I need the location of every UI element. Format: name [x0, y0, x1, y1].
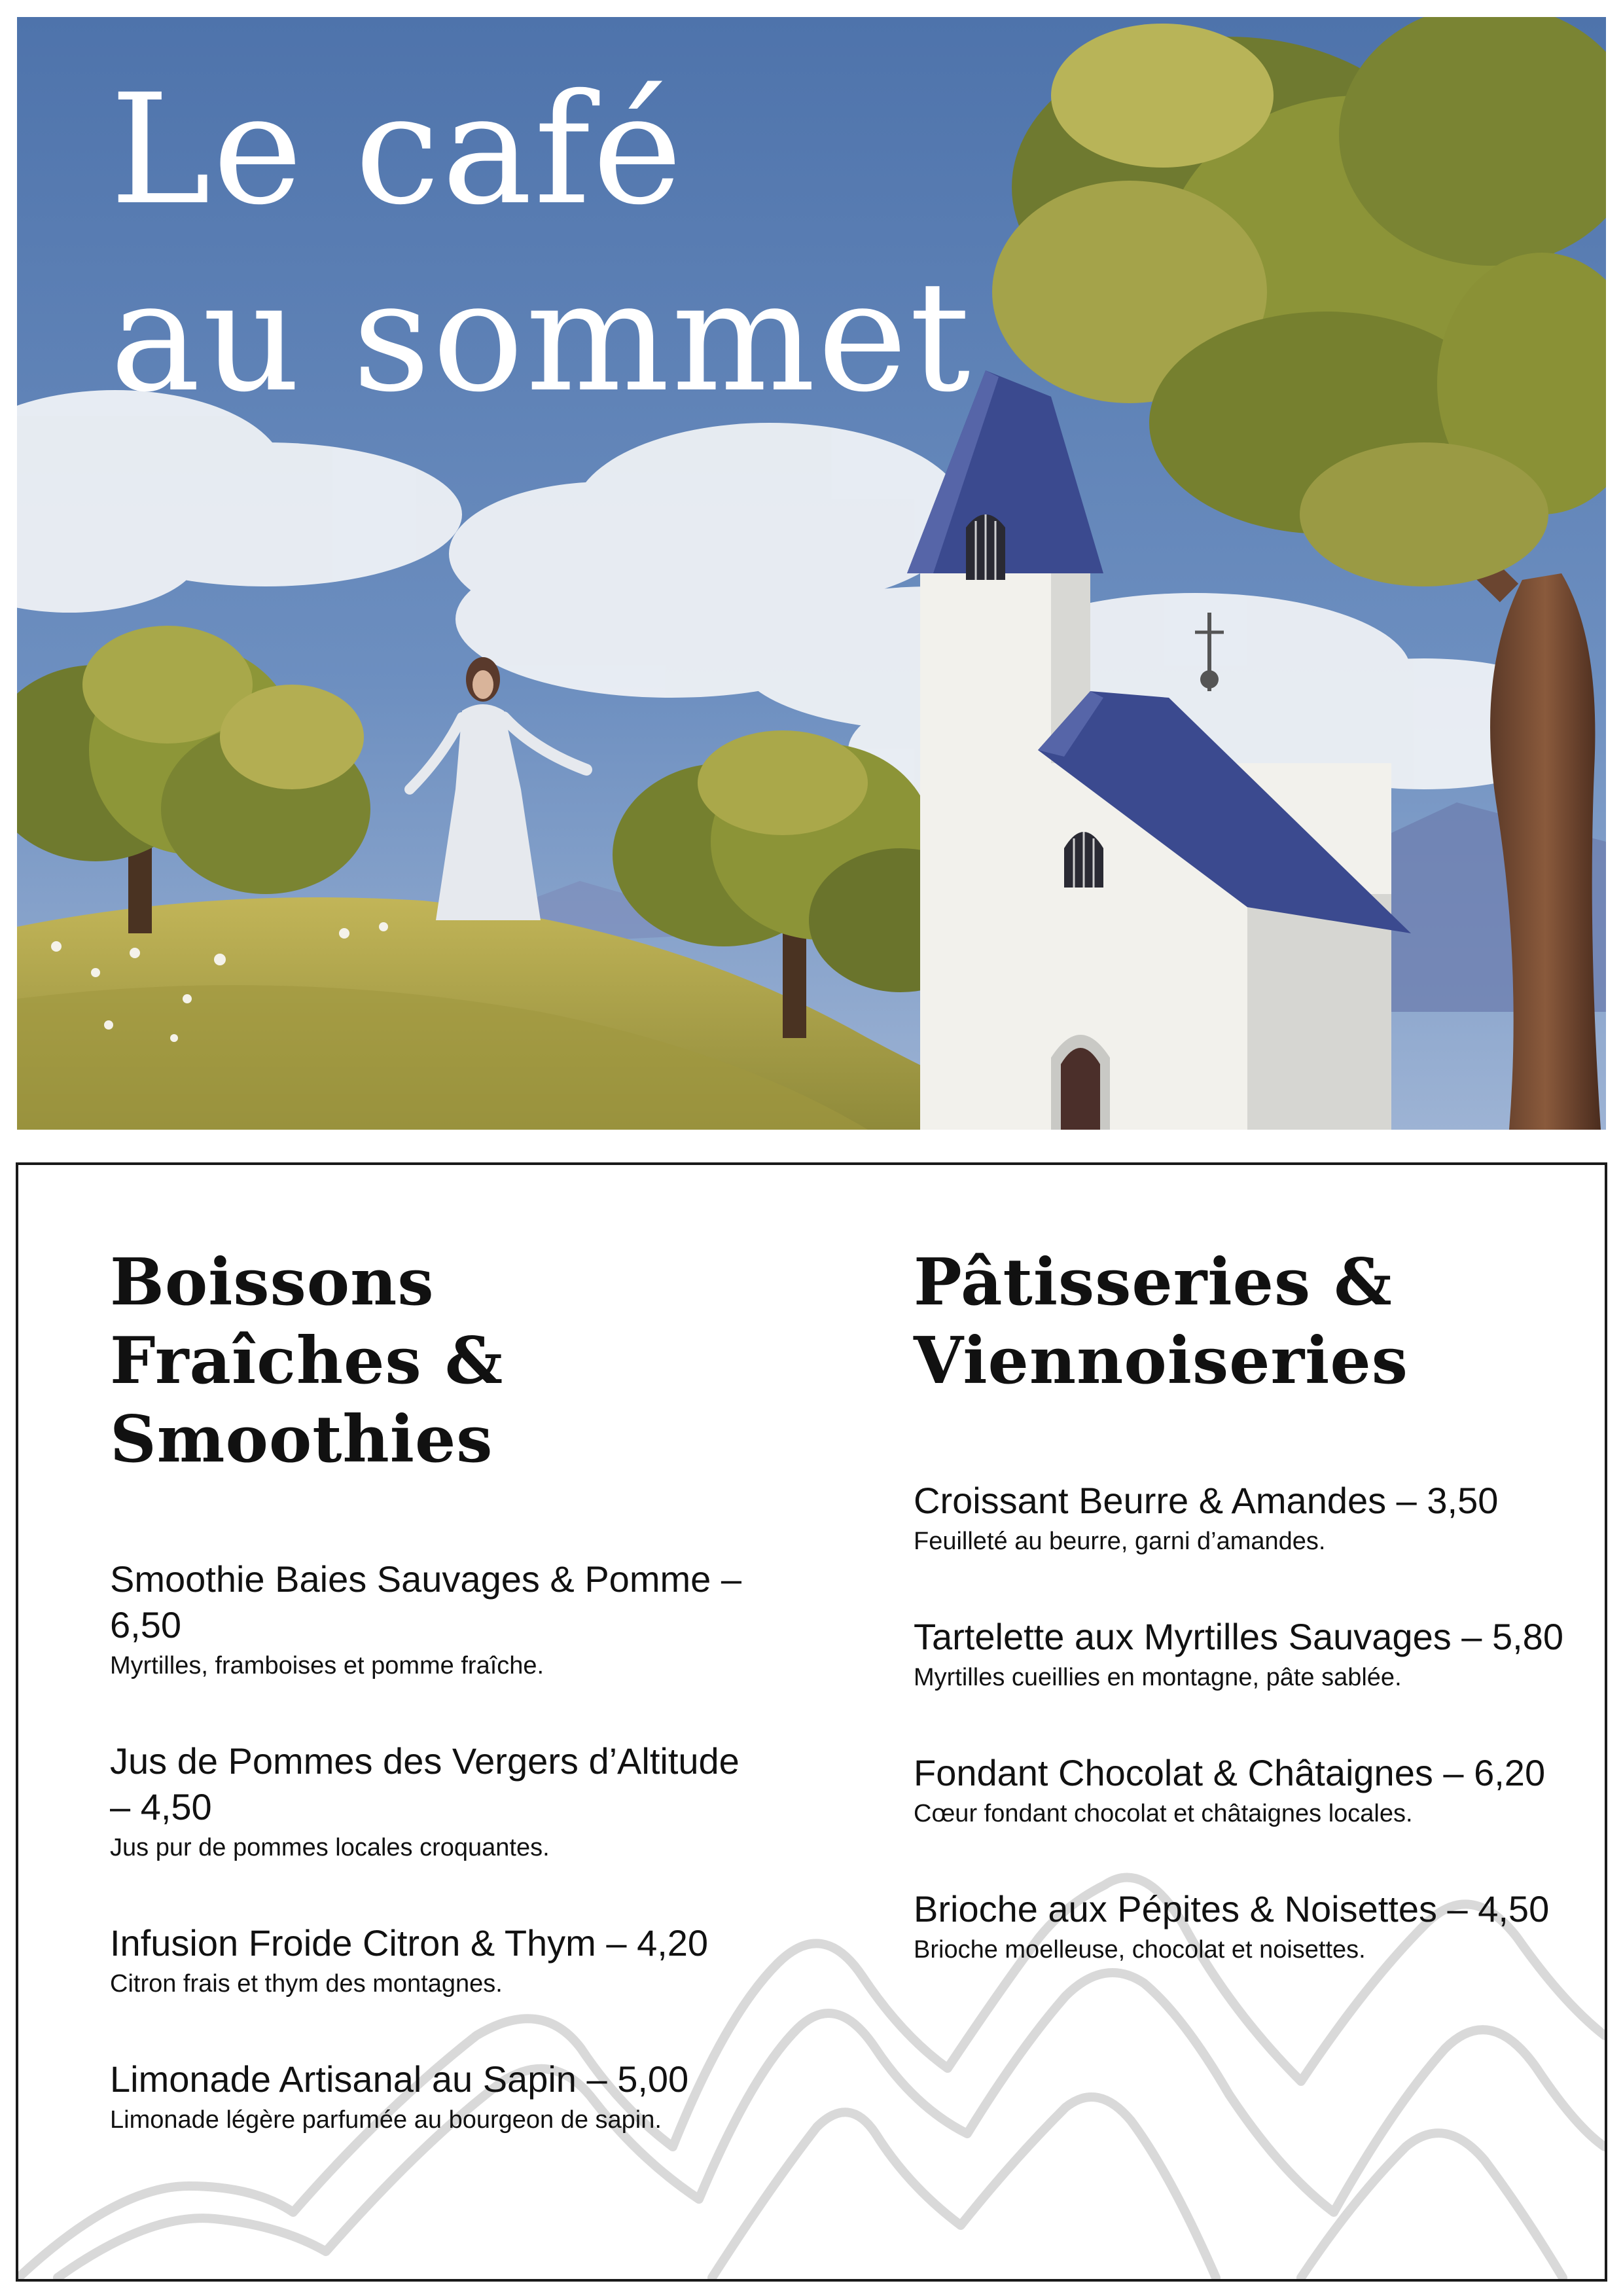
menu-item-description: Feuilleté au beurre, garni d’amandes.: [914, 1528, 1326, 1555]
menu-item: [110, 1920, 764, 1999]
menu-item-name: Infusion Froide Citron & Thym – 4,20: [110, 1922, 709, 1964]
hero-title-line-1: Le café: [110, 62, 685, 238]
menu-item: [914, 1478, 1568, 1556]
menu-item-name: Fondant Chocolat & Châtaignes – 6,20: [914, 1752, 1546, 1793]
section-title-line-1: Pâtisseries &: [914, 1245, 1393, 1320]
menu-item-description: Limonade légère parfumée au bourgeon de sapin.: [110, 2106, 662, 2134]
menu-item: [914, 1614, 1568, 1693]
section-title-pastries: [914, 1244, 1568, 1401]
menu-item-description: Brioche moelleuse, chocolat et noisettes.: [914, 1936, 1366, 1964]
menu-item-description: Citron frais et thym des montagnes.: [110, 1970, 503, 1998]
menu-item-name: Tartelette aux Myrtilles Sauvages – 5,80: [914, 1616, 1563, 1657]
menu-item: [110, 2056, 764, 2135]
section-title-line-2: Viennoiseries: [914, 1323, 1408, 1399]
menu-item: [914, 1750, 1568, 1829]
menu-panel: [16, 1162, 1607, 2282]
section-title-drinks: [110, 1244, 764, 1479]
menu-item-name: Limonade Artisanal au Sapin – 5,00: [110, 2058, 689, 2100]
menu-item-description: Jus pur de pommes locales croquantes.: [110, 1834, 550, 1861]
menu-item-name: Croissant Beurre & Amandes – 3,50: [914, 1480, 1499, 1521]
hero-illustration: [17, 17, 1606, 1130]
section-pastries: [914, 1244, 1568, 2022]
menu-item-description: Myrtilles cueillies en montagne, pâte sablée.: [914, 1664, 1402, 1691]
menu-item: [110, 1556, 764, 1681]
menu-item-name: Smoothie Baies Sauvages & Pomme – 6,50: [110, 1558, 741, 1645]
section-title-line-1: Boissons Fraîches &: [110, 1245, 504, 1399]
menu-item: [110, 1738, 764, 1863]
menu-item-description: Myrtilles, framboises et pomme fraîche.: [110, 1652, 544, 1679]
hero-title: [110, 56, 972, 431]
section-title-line-2: Smoothies: [110, 1402, 493, 1477]
menu-item-name: Jus de Pommes des Vergers d’Altitude – 4,50: [110, 1740, 740, 1827]
hero-title-line-2: au sommet: [110, 249, 972, 425]
section-drinks: [110, 1244, 764, 2193]
menu-item: [914, 1886, 1568, 1965]
menu-item-name: Brioche aux Pépites & Noisettes – 4,50: [914, 1888, 1550, 1929]
menu-item-description: Cœur fondant chocolat et châtaignes locales.: [914, 1800, 1413, 1827]
